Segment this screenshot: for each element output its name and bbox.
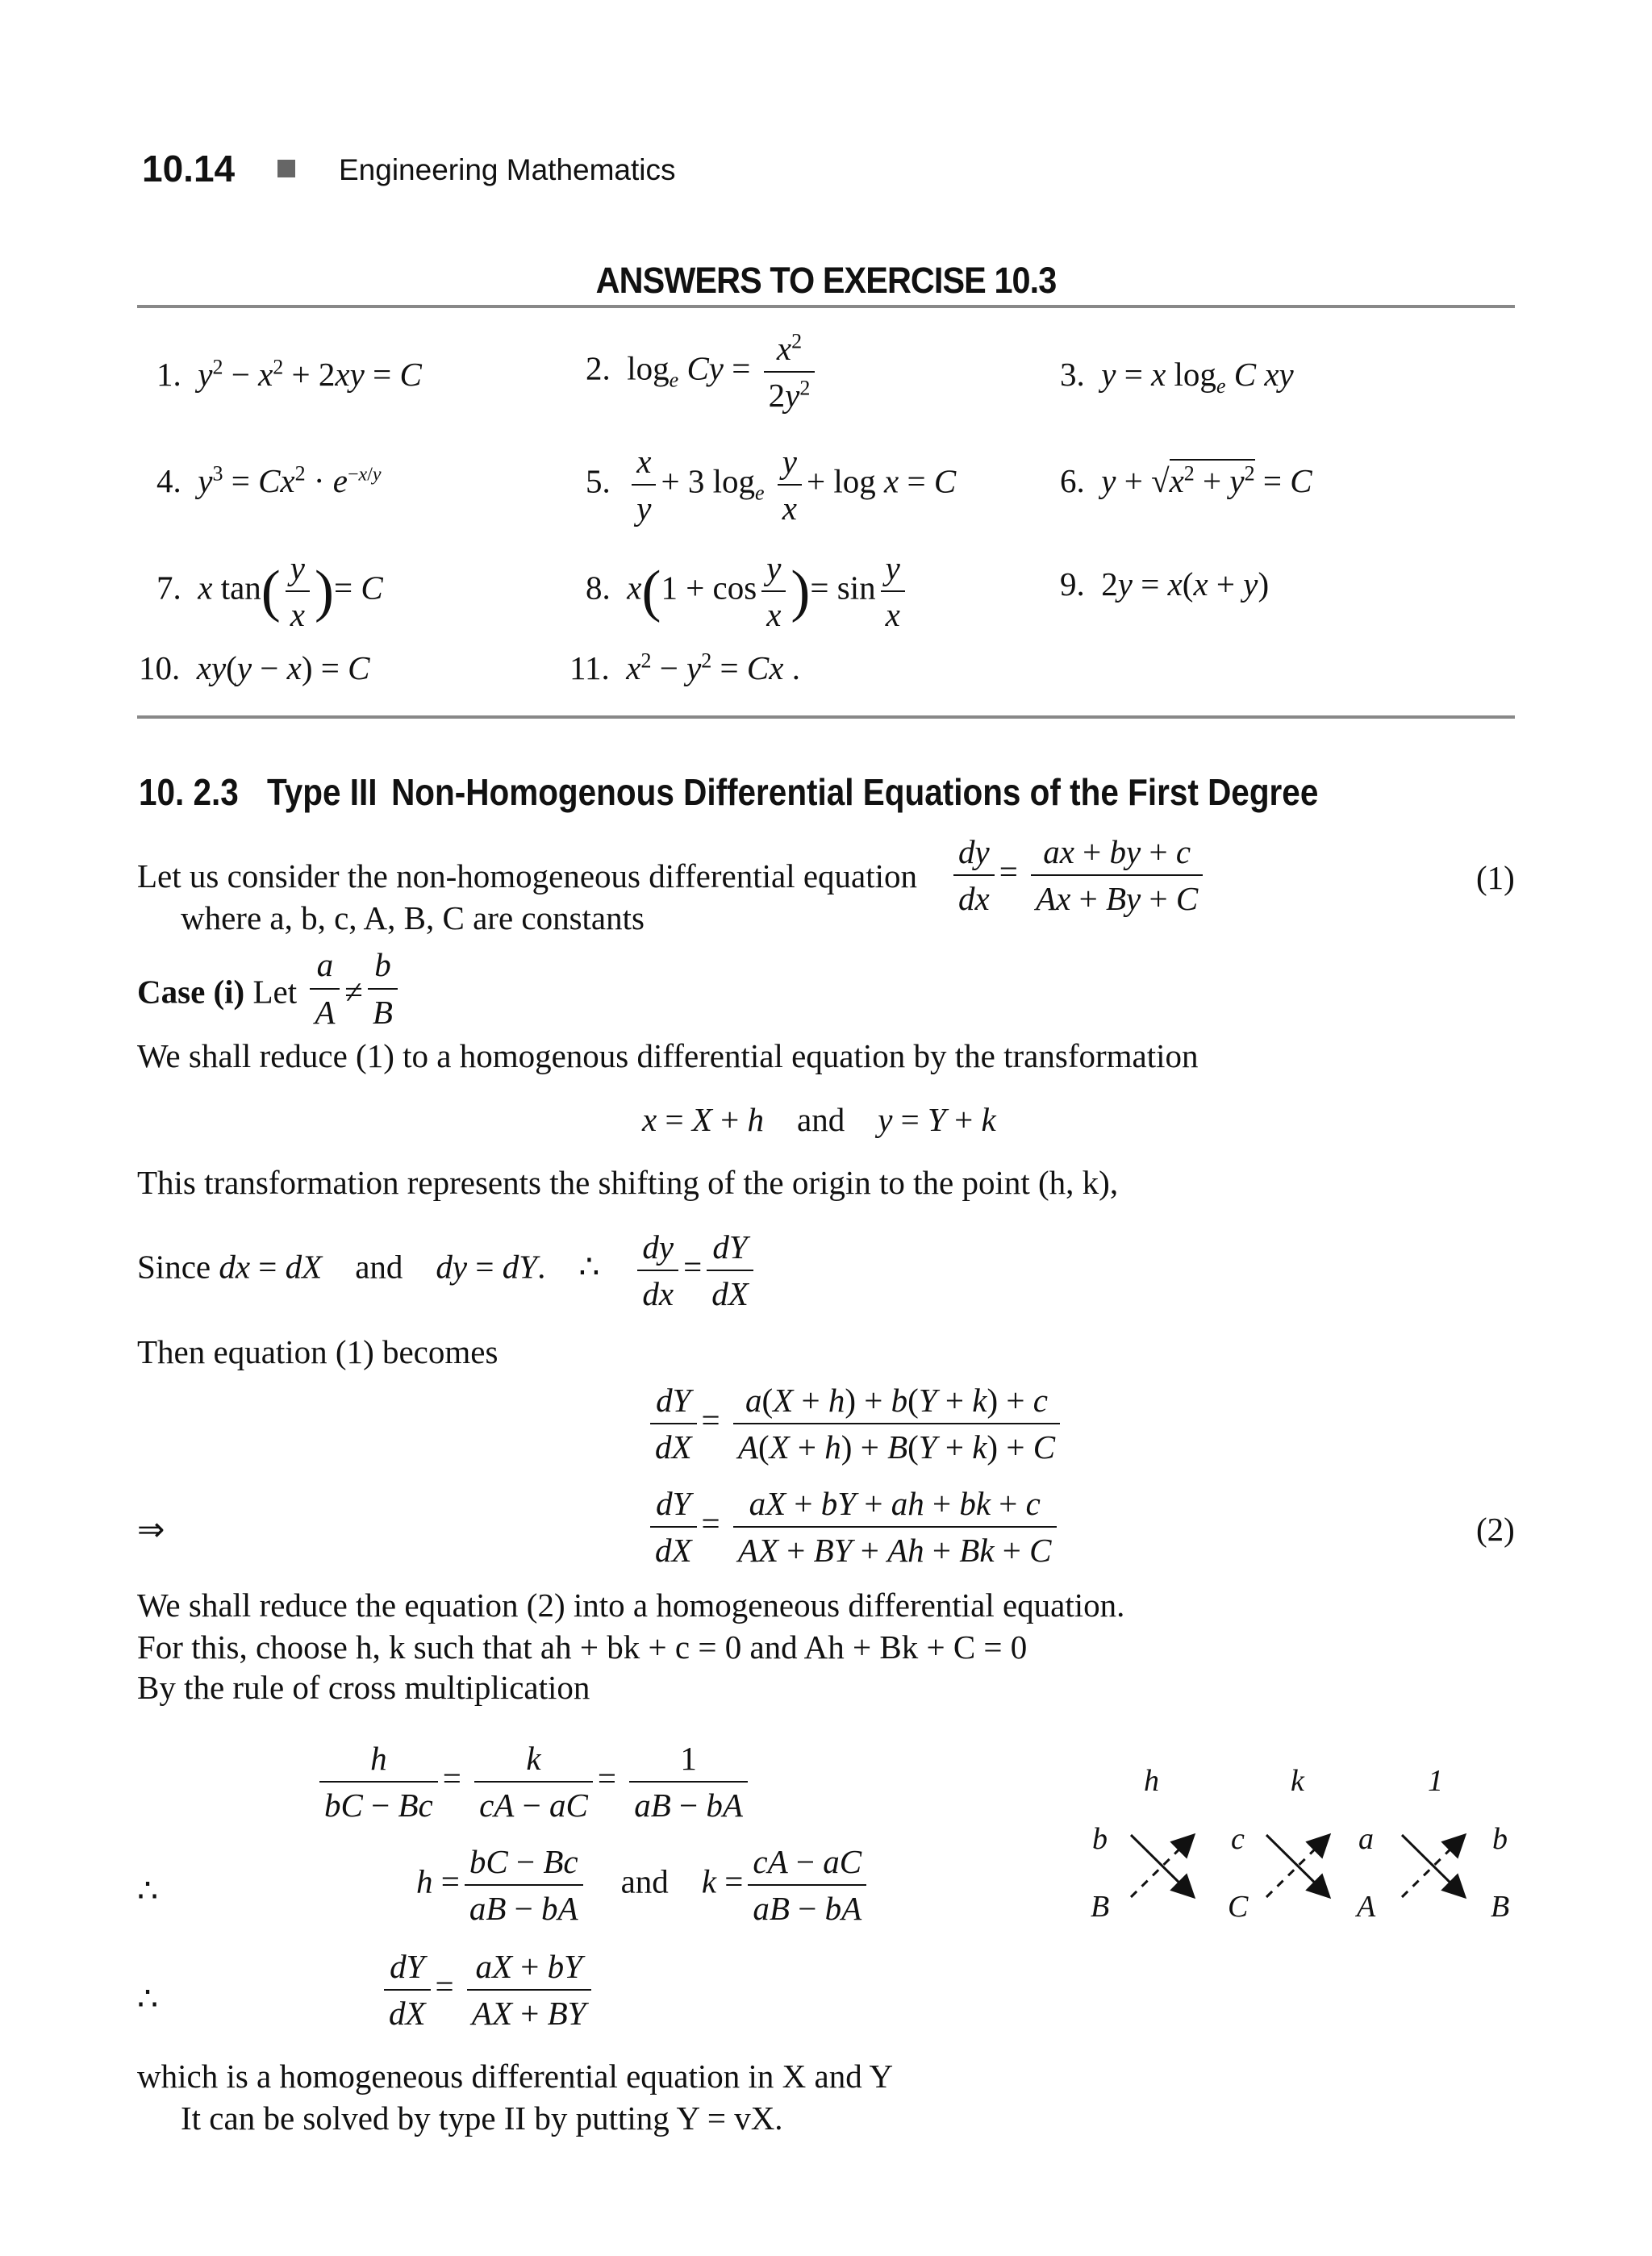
answer-number: 5.	[586, 462, 611, 500]
answers-heading: ANSWERS TO EXERCISE 10.3	[595, 260, 1057, 301]
therefore-symbol: ∴	[578, 1248, 600, 1286]
case-label: Case (i)	[137, 973, 245, 1011]
section-number: 10. 2.3	[139, 771, 239, 813]
answer-number: 10.	[139, 649, 181, 686]
answer-number: 11.	[569, 649, 610, 686]
answer-10: 10. xy(y − x) = C	[139, 649, 370, 686]
cross-multiplication-ratio: $\frac{h}{bC - Bc}$ = $\frac{k}{cA - aC}$ = $\frac{1}{aB - bA}$	[315, 1739, 753, 1824]
answer-number: 1.	[156, 356, 181, 393]
and-word: and	[797, 1101, 845, 1138]
homog-text: which is a homogeneous differential equation in X and Y	[137, 2058, 894, 2095]
constants-text: where a, b, c, A, B, C are constants	[181, 899, 645, 936]
diagram-lower-label: C	[1228, 1890, 1249, 1924]
reduce2-text: We shall reduce the equation (2) into a homogeneous differential equation.	[137, 1587, 1125, 1624]
and-word: and	[620, 1862, 669, 1900]
diagram-upper-label: a	[1358, 1822, 1374, 1856]
answer-number: 6.	[1060, 462, 1085, 499]
intro-text: Let us consider the non-homogeneous differential equation	[137, 857, 918, 894]
equation-2-label: (2)	[1476, 1511, 1515, 1548]
answer-6: 6. $y + √x^2 + y^2 = C$	[1060, 461, 1312, 500]
answer-8: 8. x(1 + cos $\frac{y}{x}$ )= sin $\frac{y}{x}$	[586, 548, 910, 634]
diagram-solid-arrow	[1402, 1835, 1465, 1897]
rule-text: By the rule of cross multiplication	[137, 1669, 590, 1706]
equation-2: $\frac{dY}{dX}$ = $\frac{aX + bY + ah + bk + c}{AX + BY + Ah + Bk + C}$	[645, 1484, 1062, 1570]
case-let: Let	[252, 973, 298, 1011]
answer-2: 2. $\log_e Cy$ = $\frac{x^2}{2y^2}$	[586, 329, 820, 415]
answer-9: 9. 2y = x(x + y)	[1060, 565, 1270, 603]
choose-text: For this, choose h, k such that ah + bk + c = 0 and Ah + Bk + C = 0	[137, 1628, 1028, 1666]
bottom-rule	[137, 715, 1515, 719]
answer-number: 8.	[586, 569, 611, 607]
diagram-lower-label: A	[1357, 1890, 1376, 1924]
transformed-equation: $\frac{dY}{dX}$ = $\frac{a(X + h) + b(Y + k) + c}{A(X + h) + B(Y + k) + C}$	[645, 1381, 1065, 1466]
diagram-lower-label: B	[1491, 1890, 1510, 1924]
answer-1: 1. $y^2 - x^2 + 2xy = C$	[156, 355, 422, 393]
solve-text: It can be solved by type II by putting Y = vX.	[181, 2100, 783, 2137]
section-heading	[139, 770, 1347, 814]
diagram-upper-label: c	[1231, 1822, 1245, 1856]
diagram-solid-arrow	[1131, 1835, 1194, 1897]
diagram-upper-label: b	[1492, 1822, 1508, 1856]
since-word: Since	[137, 1248, 211, 1286]
shift-text: This transformation represents the shifting of the origin to the point (h, k),	[137, 1164, 1119, 1201]
answer-number: 2.	[586, 349, 611, 387]
becomes-text: Then equation (1) becomes	[137, 1333, 499, 1370]
diagram-upper-label: b	[1092, 1822, 1108, 1856]
therefore-symbol-2: ∴	[137, 1980, 159, 2017]
answer-number: 3.	[1060, 356, 1085, 393]
book-title: Engineering Mathematics	[339, 153, 676, 186]
transformation-equation: x = X + h and y = Y + k	[642, 1101, 996, 1138]
diagram-top-label: 1	[1428, 1764, 1443, 1798]
diagram-solid-arrow	[1266, 1835, 1329, 1897]
answer-4: 4. $y^3 = Cx^2 \cdot e^{-x/y}$	[156, 461, 382, 499]
diagram-lower-label: B	[1091, 1890, 1110, 1924]
answer-11: 11. $x^2 - y^2 = Cx$ .	[569, 648, 800, 686]
answer-3: 3. y = x $\log_e C$ xy	[1060, 356, 1294, 398]
homogeneous-equation: $\frac{dY}{dX}$ = $\frac{aX + bY}{AX + BY}$	[379, 1947, 596, 2033]
answer-number: 4.	[156, 462, 181, 499]
answer-5: 5. $\frac{x}{y}$ + 3 $\log_e$ $\frac{y}{x}$ + log x = C	[586, 443, 957, 527]
diagram-top-label: h	[1144, 1764, 1159, 1798]
therefore-symbol-1: ∴	[137, 1872, 159, 1909]
page-number: 10.14	[142, 148, 236, 190]
diagram-top-label: k	[1291, 1764, 1304, 1798]
top-rule	[137, 305, 1515, 308]
equation-1: $\frac{dy}{dx}$ = $\frac{ax + by + c}{Ax + By + C}$	[949, 832, 1208, 918]
reduce-text: We shall reduce (1) to a homogenous differential equation by the transformation	[137, 1037, 1199, 1074]
since-line: Since dx = dX and dy = dY. ∴ $\frac{dy}{dx}$ = $\frac{dY}{dX}$	[137, 1228, 758, 1313]
h-k-values: h = $\frac{bC - Bc}{aB - bA}$ and k = $\frac{cA - aC}{aB - bA}$	[416, 1842, 871, 1928]
header-square-bullet	[277, 160, 295, 177]
and-word: and	[355, 1248, 403, 1286]
equation-1-label: (1)	[1476, 859, 1515, 896]
case-line: Case (i) Let $\frac{a}{A}$ ≠ $\frac{b}{B}$	[137, 952, 403, 1039]
answer-7: 7. x tan( $\frac{y}{x}$ )= C	[156, 549, 383, 633]
section-type-label: Type III	[267, 771, 378, 813]
answer-number: 7.	[156, 569, 181, 607]
cross-multiplication-diagram	[1073, 1758, 1541, 1944]
answer-number: 9.	[1060, 565, 1085, 603]
implies-symbol: ⇒	[137, 1511, 165, 1548]
section-title: Non-Homogenous Differential Equations of the First Degree	[391, 771, 1319, 813]
